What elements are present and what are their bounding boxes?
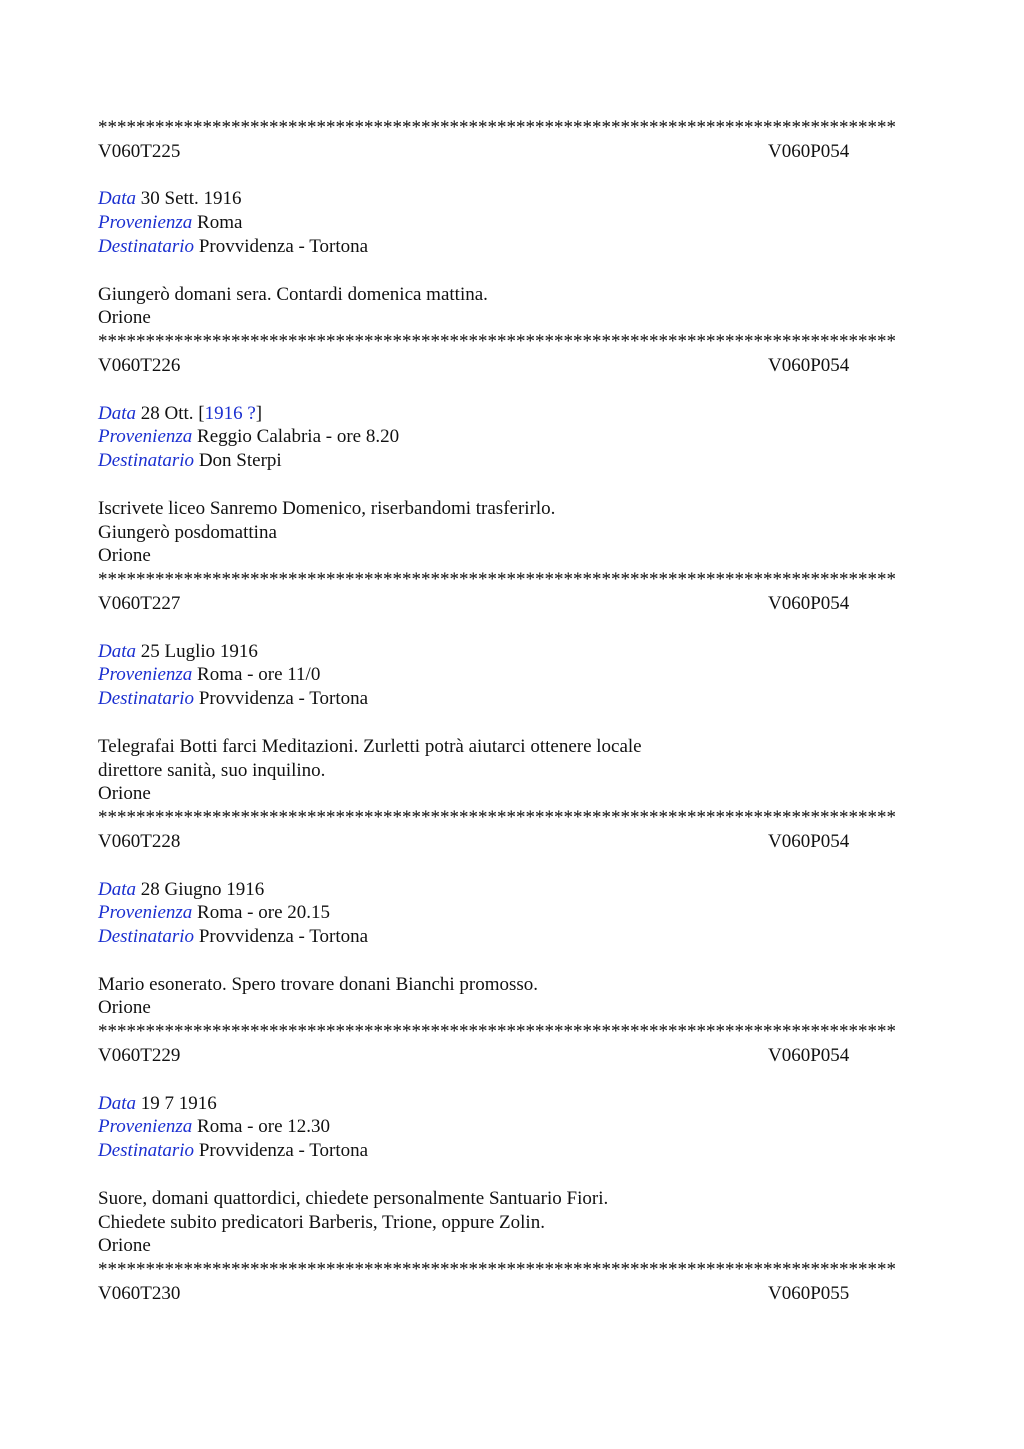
- provenienza-label: Provenienza: [98, 426, 193, 448]
- body-line: Chiedete subito predicatori Barberis, Trione, oppure Zolin.: [98, 1211, 545, 1233]
- data-label: Data: [98, 402, 136, 424]
- destinatario-line: [98, 687, 928, 711]
- provenienza-value: Roma - ore 11/0: [197, 664, 321, 686]
- body-line: Telegrafai Botti farci Meditazioni. Zurletti potrà aiutarci ottenere locale: [98, 735, 642, 757]
- entry-id: V060T226: [98, 354, 181, 376]
- provenienza-value: Roma: [197, 212, 243, 234]
- destinatario-value: Provvidenza - Tortona: [198, 1140, 369, 1162]
- data-label: Data: [98, 640, 136, 662]
- document-page: [98, 116, 928, 1306]
- destinatario-value: Provvidenza - Tortona: [198, 235, 369, 257]
- provenienza-line: [98, 901, 928, 925]
- destinatario-label: Destinatario: [98, 235, 195, 257]
- destinatario-value: Provvidenza - Tortona: [198, 688, 369, 710]
- body-line: Giungerò posdomattina: [98, 521, 277, 543]
- data-value-suffix: ]: [255, 402, 263, 424]
- body-line: Mario esonerato. Spero trovare donani Bianchi promosso.: [98, 973, 539, 995]
- provenienza-label: Provenienza: [98, 902, 193, 924]
- page-code: V060P054: [768, 354, 850, 376]
- destinatario-line: [98, 925, 928, 949]
- destinatario-line: [98, 449, 928, 473]
- data-value-prefix: 28 Ott. [: [140, 402, 205, 424]
- separator: ************************************************************************************: [98, 807, 896, 829]
- entry-id: V060T230: [98, 1283, 181, 1305]
- destinatario-label: Destinatario: [98, 450, 195, 472]
- provenienza-line: [98, 425, 928, 449]
- entry-header: [98, 592, 928, 616]
- provenienza-line: [98, 663, 928, 687]
- entry-header: [98, 1282, 928, 1306]
- data-value: 30 Sett. 1916: [140, 188, 242, 210]
- provenienza-label: Provenienza: [98, 212, 193, 234]
- provenienza-line: [98, 1115, 928, 1139]
- data-line: [98, 878, 928, 902]
- entry-header: [98, 1044, 928, 1068]
- page-code: V060P055: [768, 1283, 850, 1305]
- separator: ************************************************************************************: [98, 569, 896, 591]
- signature: Orione: [98, 545, 151, 567]
- destinatario-line: [98, 1139, 928, 1163]
- provenienza-label: Provenienza: [98, 1116, 193, 1138]
- separator: ************************************************************************************: [98, 331, 896, 353]
- destinatario-label: Destinatario: [98, 1140, 195, 1162]
- signature: Orione: [98, 1235, 151, 1257]
- separator: ************************************************************************************: [98, 1259, 896, 1281]
- data-label: Data: [98, 878, 136, 900]
- destinatario-value: Don Sterpi: [198, 450, 282, 472]
- data-line: [98, 1092, 928, 1116]
- signature: Orione: [98, 307, 151, 329]
- page-code: V060P054: [768, 1045, 850, 1067]
- page-code: V060P054: [768, 830, 850, 852]
- data-line: [98, 640, 928, 664]
- entry-header: [98, 140, 928, 164]
- page-code: V060P054: [768, 140, 850, 162]
- entry-id: V060T228: [98, 830, 181, 852]
- provenienza-label: Provenienza: [98, 664, 193, 686]
- provenienza-value: Roma - ore 20.15: [197, 902, 331, 924]
- data-line: [98, 187, 928, 211]
- separator: ************************************************************************************: [98, 117, 896, 138]
- data-value: 28 Giugno 1916: [140, 878, 265, 900]
- entry-id: V060T229: [98, 1045, 181, 1067]
- body-line: Suore, domani quattordici, chiedete personalmente Santuario Fiori.: [98, 1187, 609, 1209]
- signature: Orione: [98, 783, 151, 805]
- page-code: V060P054: [768, 592, 850, 614]
- body-line: direttore sanità, suo inquilino.: [98, 759, 326, 781]
- provenienza-value: Reggio Calabria - ore 8.20: [197, 426, 400, 448]
- destinatario-label: Destinatario: [98, 926, 195, 948]
- data-label: Data: [98, 1092, 136, 1114]
- destinatario-value: Provvidenza - Tortona: [198, 926, 369, 948]
- data-value: 19 7 1916: [140, 1092, 217, 1114]
- data-value: 25 Luglio 1916: [140, 640, 258, 662]
- separator: ************************************************************************************: [98, 1021, 896, 1043]
- data-label: Data: [98, 188, 136, 210]
- signature: Orione: [98, 997, 151, 1019]
- provenienza-line: [98, 211, 928, 235]
- data-line: [98, 402, 928, 426]
- entry-id: V060T227: [98, 592, 181, 614]
- entry-header: [98, 830, 928, 854]
- body-line: Giungerò domani sera. Contardi domenica mattina.: [98, 283, 488, 305]
- body-line: Iscrivete liceo Sanremo Domenico, riserbandomi trasferirlo.: [98, 497, 556, 519]
- provenienza-value: Roma - ore 12.30: [197, 1116, 331, 1138]
- entry-header: [98, 354, 928, 378]
- destinatario-line: [98, 235, 928, 259]
- destinatario-label: Destinatario: [98, 688, 195, 710]
- data-value-note: 1916 ?: [204, 402, 256, 424]
- entry-id: V060T225: [98, 140, 181, 162]
